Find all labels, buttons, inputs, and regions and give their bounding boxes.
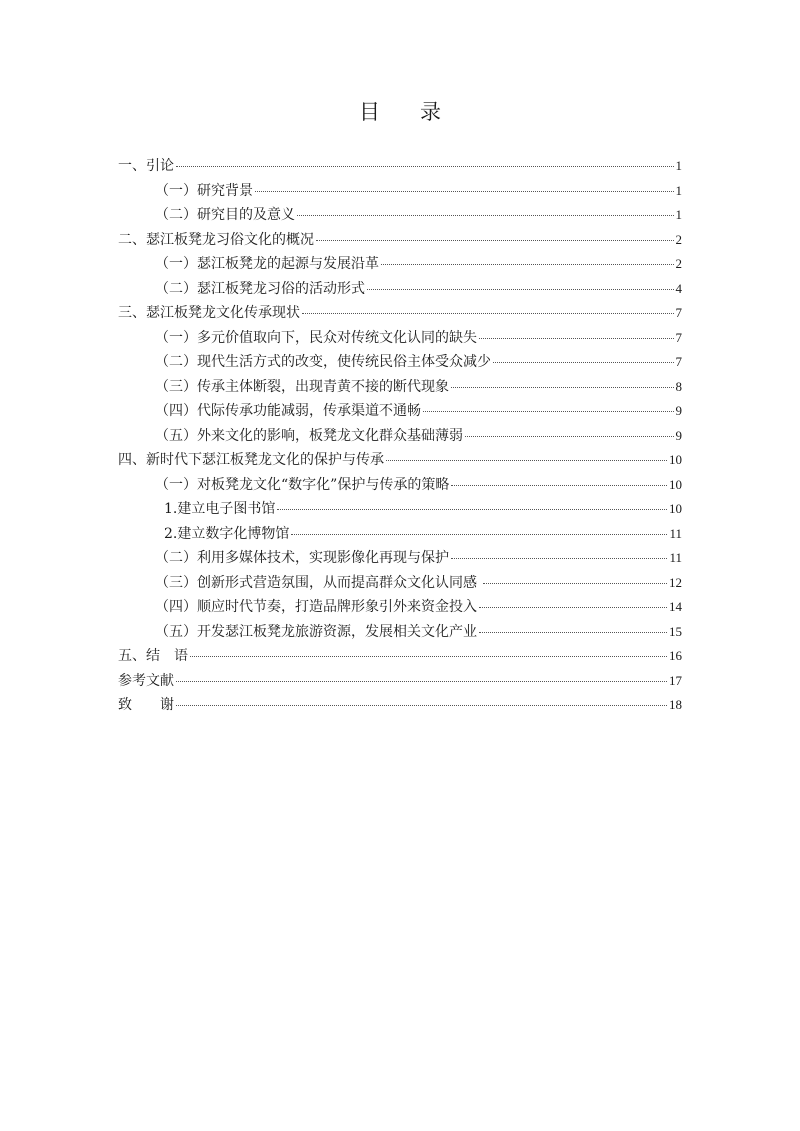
toc-entry-label: （一）对板凳龙文化“数字化”保护与传承的策略 (155, 476, 450, 493)
dot-leader (176, 681, 667, 682)
toc-entry-label: 致 谢 (118, 697, 174, 713)
dot-leader (451, 485, 667, 486)
dot-leader (386, 460, 667, 461)
toc-entry[interactable] (118, 547, 682, 572)
title-char-2: 录 (420, 100, 441, 124)
toc-entry[interactable] (118, 155, 682, 180)
title-char-1: 目 (359, 100, 380, 124)
toc-entry-label: （一）瑟江板凳龙的起源与发展沿革 (155, 256, 379, 272)
toc-entry-page: 2 (675, 256, 682, 271)
toc-entry[interactable] (118, 302, 682, 327)
toc-entry-page: 7 (675, 329, 682, 345)
toc-entry-page: 10 (669, 501, 682, 516)
toc-entry-label: （一）多元价值取向下，民众对传统文化认同的缺失 (155, 329, 477, 346)
toc-entry-page: 17 (669, 672, 682, 688)
dot-leader (316, 240, 674, 241)
dot-leader (297, 215, 674, 216)
toc-entry[interactable] (118, 572, 682, 597)
dot-leader (255, 191, 674, 192)
toc-entry-page: 7 (675, 354, 682, 369)
toc-entry-page: 11 (669, 550, 682, 565)
dot-leader (483, 583, 667, 584)
dot-leader (451, 387, 674, 388)
dot-leader (479, 607, 667, 608)
toc-entry-page: 12 (669, 574, 682, 590)
toc-entry-page: 2 (675, 231, 682, 247)
toc-entry-page: 8 (675, 378, 682, 394)
toc-entry[interactable] (118, 596, 682, 621)
toc-entry[interactable] (118, 204, 682, 229)
toc-entry-label: （一）研究背景 (155, 182, 253, 199)
dot-leader (277, 509, 667, 510)
toc-entry[interactable] (118, 400, 682, 425)
dot-leader (291, 534, 667, 535)
dot-leader (190, 656, 667, 657)
toc-entry[interactable] (118, 180, 682, 205)
toc-entry-page: 10 (669, 452, 682, 467)
toc-entry[interactable] (118, 474, 682, 499)
toc-entry[interactable] (118, 327, 682, 352)
toc-entry[interactable] (118, 645, 682, 670)
toc-entry-label: 三、瑟江板凳龙文化传承现状 (118, 305, 300, 321)
toc-entry[interactable] (118, 351, 682, 376)
toc-entry-page: 1 (675, 158, 682, 173)
toc-entry[interactable] (118, 694, 682, 719)
toc-entry-label: 四、新时代下瑟江板凳龙文化的保护与传承 (118, 452, 384, 468)
dot-leader (176, 705, 667, 706)
toc-entry[interactable] (118, 376, 682, 401)
toc-entry-page: 7 (675, 305, 682, 320)
toc-entry-label: （二）利用多媒体技术，实现影像化再现与保护 (155, 550, 449, 566)
toc-entry[interactable] (118, 278, 682, 303)
toc-entry-label: 五、结 语 (118, 648, 188, 664)
dot-leader (367, 289, 674, 290)
toc-entry-label: 2.建立数字化博物馆 (164, 525, 290, 542)
toc-entry-label: （四）代际传承功能减弱，传承渠道不通畅 (155, 403, 421, 419)
toc-entry-page: 1 (675, 182, 682, 198)
toc-entry-page: 10 (669, 476, 682, 492)
toc-entry-page: 9 (675, 427, 682, 443)
dot-leader (479, 338, 674, 339)
toc-entry[interactable] (118, 425, 682, 450)
dot-leader (423, 411, 674, 412)
toc-entry[interactable] (118, 523, 682, 548)
toc-entry[interactable] (118, 498, 682, 523)
toc-entry-page: 11 (669, 525, 682, 541)
toc-entry-label: （四）顺应时代节奏，打造品牌形象引外来资金投入 (155, 599, 477, 615)
toc-entry-label: （五）外来文化的影响，板凳龙文化群众基础薄弱 (155, 427, 463, 444)
dot-leader (465, 436, 674, 437)
toc-entry[interactable] (118, 229, 682, 254)
toc-entry-page: 16 (669, 648, 682, 663)
toc-entry-page: 1 (675, 207, 682, 222)
dot-leader (302, 313, 674, 314)
toc-entry-label: （三）传承主体断裂，出现青黄不接的断代现象 (155, 378, 449, 395)
toc-entry[interactable] (118, 449, 682, 474)
dot-leader (381, 264, 674, 265)
toc-entry[interactable] (118, 621, 682, 646)
toc-entry-page: 18 (669, 697, 682, 712)
table-of-contents (118, 155, 682, 719)
toc-entry-label: 二、瑟江板凳龙习俗文化的概况 (118, 231, 314, 248)
toc-entry-label: 参考文献 (118, 672, 174, 689)
dot-leader (493, 362, 674, 363)
dot-leader (451, 558, 667, 559)
toc-entry-label: （五）开发瑟江板凳龙旅游资源，发展相关文化产业 (155, 623, 477, 640)
toc-entry-label: （二）研究目的及意义 (155, 207, 295, 223)
page-title (0, 96, 800, 126)
dot-leader (176, 166, 674, 167)
toc-entry-label: 1.建立电子图书馆 (164, 501, 276, 517)
toc-entry[interactable] (118, 670, 682, 695)
toc-entry-label: （二）瑟江板凳龙习俗的活动形式 (155, 280, 365, 297)
toc-entry-page: 4 (675, 280, 682, 296)
toc-entry-page: 9 (675, 403, 682, 418)
toc-entry[interactable] (118, 253, 682, 278)
toc-entry-page: 15 (669, 623, 682, 639)
toc-entry-label: （三）创新形式营造氛围，从而提高群众文化认同感 (155, 574, 482, 591)
toc-entry-label: （二）现代生活方式的改变，使传统民俗主体受众减少 (155, 354, 491, 370)
toc-entry-label: 一、引论 (118, 158, 174, 174)
toc-entry-page: 14 (669, 599, 682, 614)
dot-leader (479, 632, 667, 633)
